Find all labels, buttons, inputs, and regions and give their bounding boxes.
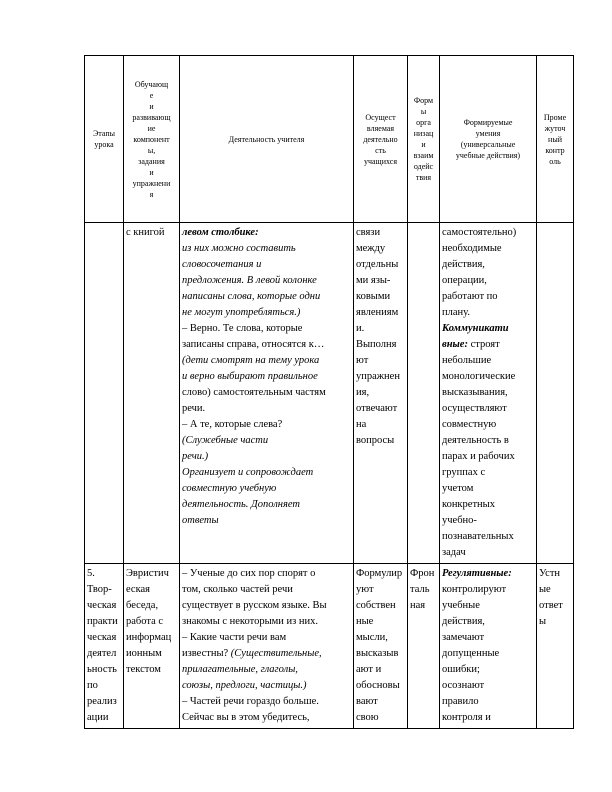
text-line: учебные [442, 600, 480, 611]
text-line: ные [356, 616, 374, 627]
lesson-plan-table [84, 55, 574, 729]
text-line: реализ [87, 696, 117, 707]
text-line: ковыми [356, 291, 391, 302]
text-line: учебные действия) [455, 151, 521, 160]
text-line: действия, [442, 616, 485, 627]
text-line: урока [94, 140, 114, 149]
text-line: ионным [126, 648, 162, 659]
text-line: группах с [442, 467, 486, 478]
text-line: умения [475, 129, 501, 138]
text-line: осуществляют [442, 403, 507, 414]
text-line: текстом [126, 664, 161, 675]
header-row [85, 56, 574, 223]
text-line: вляемая [366, 123, 395, 133]
text-line: Форм [413, 96, 434, 105]
text-line: жуточ [544, 123, 566, 133]
cell-uud [440, 223, 537, 564]
text-line: взаим [413, 151, 434, 160]
header-student-activity [354, 56, 408, 223]
text-line: ный [548, 134, 562, 144]
text-line: вают [356, 696, 378, 707]
text-line: я [149, 189, 154, 199]
text-line: (дети смотрят на тему урока [182, 355, 320, 366]
text-line: – Ученые до сих пор спорят о [182, 568, 316, 579]
text-line: ации [87, 712, 109, 723]
text-line: высказывания, [442, 387, 508, 398]
text-line: по [87, 680, 98, 691]
text-line: таль [410, 584, 430, 595]
text-line: (Служебные части [182, 435, 269, 446]
text-line: ответ [539, 600, 563, 611]
text-line: Фрон [410, 568, 435, 579]
text-line: слово) самостоятельным частям [182, 387, 326, 398]
cell-teacher-activity [180, 223, 354, 564]
text-line: Сейчас вы в этом убедитесь, [182, 712, 310, 723]
text-line: Регулятивные: [442, 568, 512, 579]
cell-student-activity [354, 564, 408, 729]
text-line: том, сколько частей речи [182, 584, 293, 595]
text-line: деятельность. Дополняет [182, 499, 300, 510]
text-line: развивающ [132, 112, 171, 122]
text-line: практи [87, 616, 118, 627]
text-line: ают и [356, 664, 382, 675]
text-line: упражнени [132, 178, 171, 188]
text-line: – Какие части речи вам [182, 632, 287, 643]
text-line: необходимые [442, 243, 502, 254]
text-line: – А те, которые слева? [182, 419, 283, 430]
text-line: орга [416, 118, 431, 127]
cell-stage [85, 223, 124, 564]
text-line: ответы [182, 515, 219, 526]
cell-control [537, 223, 574, 564]
text-line: ьность [87, 664, 117, 675]
text-line: работа с [126, 616, 164, 627]
header-control [537, 56, 574, 223]
text-line: ие [147, 123, 156, 133]
text-line: обосновы [356, 680, 400, 691]
cell-components [124, 223, 180, 564]
text-line: написаны слова, которые одни [182, 291, 321, 302]
text-line: контролируют [442, 584, 507, 595]
text-line: Выполня [356, 339, 397, 350]
text-line: Коммуникати [442, 323, 509, 334]
text-line: деятельно [363, 134, 398, 144]
text-line: осознают [442, 680, 485, 691]
text-line: сть [375, 145, 386, 155]
text-line: – Верно. Те слова, которые [182, 323, 303, 334]
text-line: твия [415, 173, 432, 182]
text-line: ошибки; [442, 664, 480, 675]
text-line: совместную [442, 419, 497, 430]
text-line: ы [420, 107, 427, 116]
text-line: работают по [442, 291, 498, 302]
text-line: одейс [413, 162, 434, 171]
text-line: небольшие [442, 355, 492, 366]
text-line: ия, [356, 387, 370, 398]
text-line: отдельны [356, 259, 399, 270]
text-line: ческая [87, 632, 117, 643]
text-line: информац [126, 632, 172, 643]
text-line: Устн [539, 568, 561, 579]
cell-stage [85, 564, 124, 729]
text-line: мысли, [356, 632, 388, 643]
text-line: союзы, предлоги, частицы.) [182, 680, 307, 691]
text-line: существует в русском языке. Вы [182, 600, 327, 611]
text-line: прилагательные, глаголы, [182, 664, 298, 675]
text-line: Формулир [356, 568, 403, 579]
header-uud [440, 56, 537, 223]
text-line: ческая [87, 600, 117, 611]
text-line: левом столбике: [182, 227, 259, 238]
text-line: ми язы- [356, 275, 391, 286]
text-line: деятел [87, 648, 117, 659]
text-line: предложения. В левой колонке [182, 275, 317, 286]
text-line: е [149, 90, 154, 100]
text-line: знакомы с некоторыми из них. [182, 616, 319, 627]
text-line: собствен [356, 600, 396, 611]
text-line: явлениям [356, 307, 399, 318]
text-line: компонент [133, 134, 170, 144]
text-line: учетом [442, 483, 474, 494]
text-line: познавательных [442, 531, 514, 542]
cell-forms [408, 564, 440, 729]
header-forms [408, 56, 440, 223]
text-line: самостоятельно) [442, 227, 517, 238]
text-line: конкретных [442, 499, 495, 510]
text-line: совместную учебную [182, 483, 277, 494]
text-line: Осущест [365, 112, 396, 122]
text-line: ют [356, 355, 369, 366]
cell-uud [440, 564, 537, 729]
text-line: и [421, 140, 426, 149]
text-line: Этапы [93, 129, 115, 138]
table-row [85, 564, 574, 729]
text-line: свою [356, 712, 379, 723]
text-line: связи [356, 227, 381, 238]
text-line: низац [413, 129, 434, 138]
cell-components [124, 564, 180, 729]
text-line: деятельность в [442, 435, 509, 446]
text-line: речи.) [182, 451, 209, 462]
text-line: контроля и [442, 712, 491, 723]
cell-teacher-activity [180, 564, 354, 729]
text-line: известны? (Существительные, [182, 648, 322, 659]
text-line: речи. [182, 403, 206, 414]
text-line: операции, [442, 275, 487, 286]
text-line: вные: строят [442, 339, 500, 350]
text-line: и верно выбирают правильное [182, 371, 318, 382]
cell-student-activity [354, 223, 408, 564]
header-teacher-activity [180, 56, 354, 223]
text-line: с книгой [126, 227, 165, 238]
text-line: на [356, 419, 367, 430]
text-line: парах и рабочих [442, 451, 515, 462]
text-line: правило [442, 696, 479, 707]
text-line: Формируемые [463, 118, 513, 127]
text-line: между [356, 243, 386, 254]
text-line: отвечают [356, 403, 398, 414]
text-line: замечают [442, 632, 485, 643]
text-line: вопросы [356, 435, 395, 446]
text-line: из них можно составить [182, 243, 296, 254]
text-line: учащихся [363, 156, 397, 166]
text-line: еская [126, 584, 151, 595]
text-line: учебно- [442, 515, 477, 526]
text-line: ная [410, 600, 426, 611]
header-stages [85, 56, 124, 223]
text-line: словосочетания и [182, 259, 262, 270]
text-line: уют [356, 584, 374, 595]
text-line: не могут употребляться.) [182, 307, 301, 318]
cell-forms [408, 223, 440, 564]
header-components [124, 56, 180, 223]
text-line: задач [442, 547, 466, 558]
text-line: Обучающ [134, 79, 169, 89]
text-line: Деятельность учителя [228, 134, 305, 144]
text-line: ые [539, 584, 551, 595]
text-line: действия, [442, 259, 485, 270]
text-line: ы, [147, 145, 156, 155]
text-line: Твор- [87, 584, 112, 595]
text-line: и [149, 101, 154, 111]
text-line: беседа, [126, 600, 159, 611]
text-line: и [149, 167, 154, 177]
text-line: монологические [442, 371, 516, 382]
text-line: – Частей речи гораздо больше. [182, 696, 319, 707]
text-line: ы [539, 616, 547, 627]
text-line: Проме [543, 112, 567, 122]
text-line: и. [356, 323, 365, 334]
text-line: задания [138, 156, 165, 166]
text-line: плану. [442, 307, 470, 318]
cell-control [537, 564, 574, 729]
text-line: Организует и сопровождает [182, 467, 314, 478]
text-line: 5. [87, 568, 95, 579]
table-row [85, 223, 574, 564]
text-line: упражнен [356, 371, 400, 382]
text-line: высказыв [356, 648, 399, 659]
text-line: (универсальные [460, 140, 516, 149]
text-line: Эвристич [126, 568, 169, 579]
text-line: контр [545, 145, 565, 155]
text-line: оль [549, 156, 561, 166]
text-line: записаны справа, относятся к… [182, 339, 325, 350]
text-line: допущенные [442, 648, 500, 659]
